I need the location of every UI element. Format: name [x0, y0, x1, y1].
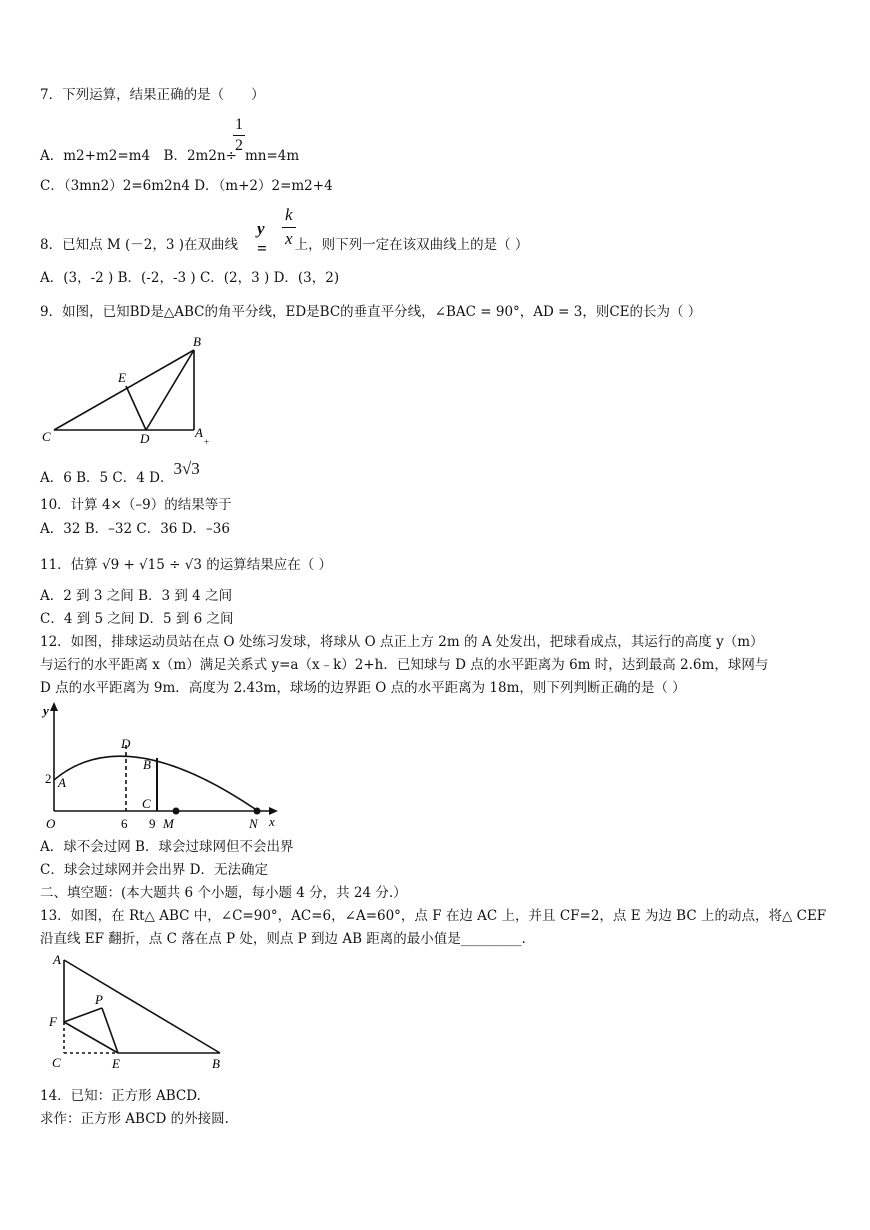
q11-options-cd: C．4 到 5 之间 D．5 到 6 之间: [40, 611, 234, 627]
q7-opt-ab-a: A．m2+m2=m4 B．2m2n÷: [40, 148, 237, 164]
q9-label-a: A: [195, 425, 203, 440]
q8-formula-den: x: [285, 229, 293, 248]
q12-label-o: O: [46, 816, 56, 831]
q11-options-ab: A．2 到 3 之间 B．3 到 4 之间: [40, 588, 233, 604]
q12-label-y: y: [43, 703, 49, 718]
q13-line1: 13．如图，在 Rt△ ABC 中，∠C=90°，AC=6，∠A=60°，点 F 在边 AC 上，并且 CF=2，点 E 为边 BC 上的动点，将△ CEF: [40, 908, 827, 924]
q12-label-b: B: [143, 757, 151, 772]
q13-line2: 沿直线 EF 翻折，点 C 落在点 P 处，则点 P 到边 AB 距离的最小值是_________.: [40, 931, 526, 947]
q12-options-ab: A．球不会过网 B．球会过球网但不会出界: [40, 839, 294, 855]
q13-triangle-figure: [40, 950, 230, 1075]
section-2-heading: 二、填空题：(本大题共 6 个小题，每小题 4 分，共 24 分.）: [40, 885, 407, 901]
q13-label-e: E: [112, 1056, 120, 1071]
q13-label-f: F: [49, 1014, 57, 1029]
q12-line3: D 点的水平距离为 9m．高度为 2.43m，球场的边界距 O 点的水平距离为 18m，则下列判断正确的是（ ）: [40, 680, 686, 696]
q12-label-d: D: [121, 736, 131, 751]
q9-label-c: C: [42, 429, 51, 444]
q7-stem: 7．下列运算，结果正确的是（ ）: [40, 87, 265, 103]
q12-label-9: 9: [149, 816, 156, 831]
q7-options-ab: [40, 147, 299, 165]
q9-label-b: B: [193, 334, 201, 349]
q12-label-a: A: [58, 775, 66, 790]
q9-triangle-figure: [40, 330, 220, 448]
q12-label-2: 2: [45, 771, 52, 786]
q10-stem: 10．计算 4×（–9）的结果等于: [40, 497, 232, 513]
q11-stem: 11．估算 √9 + √15 ÷ √3 的运算结果应在（ ）: [40, 557, 333, 573]
q12-volleyball-figure: [40, 700, 285, 835]
q7-opt-ab-b: mn=4m: [244, 148, 300, 164]
q9-label-d: D: [140, 431, 150, 446]
q9-label-e: E: [118, 370, 126, 385]
q13-label-c: C: [52, 1055, 61, 1070]
q13-label-b: B: [212, 1056, 220, 1071]
q9-stem: 9．如图，已知BD是△ABC的角平分线，ED是BC的垂直平分线，∠BAC = 90°，AD = 3，则CE的长为（ ）: [40, 304, 702, 320]
q8-formula-num: k: [285, 205, 293, 224]
q7-options-cd: C．（3mn2）2=6m2n4 D．（m+2）2=m2+4: [40, 178, 333, 194]
q8-stem-a: 8．已知点 M (－2，3 )在双曲线: [40, 237, 238, 253]
q12-options-cd: C．球会过球网并会出界 D．无法确定: [40, 862, 268, 878]
q7-frac-den: 2: [235, 137, 243, 154]
q8-formula-lhs: y =: [257, 219, 267, 258]
q9-options: [40, 459, 200, 487]
q14-line1: 14．已知：正方形 ABCD.: [40, 1088, 201, 1104]
q8-options: A．(3，-2 ) B．(-2，-3 ) C．(2，3 ) D．(3，2): [40, 270, 340, 286]
q12-line1: 12．如图，排球运动员站在点 O 处练习发球，将球从 O 点正上方 2m 的 A 处发出，把球看成点，其运行的高度 y（m）: [40, 634, 764, 650]
q9-options-abc: A．6 B．5 C．4 D．: [40, 470, 174, 486]
q12-label-m: M: [163, 816, 174, 831]
q13-label-p: P: [95, 992, 103, 1007]
q7-frac-num: 1: [235, 116, 243, 133]
q10-options: A．32 B．–32 C．36 D．–36: [40, 521, 230, 537]
q13-label-a: A: [53, 952, 61, 967]
q12-label-n: N: [249, 816, 258, 831]
q14-line2: 求作：正方形 ABCD 的外接圆.: [40, 1111, 229, 1127]
q8-stem-b: 上，则下列一定在该双曲线上的是（ ）: [294, 237, 529, 253]
q9-option-d-value: 3√3: [173, 459, 200, 478]
q12-label-x: x: [269, 814, 275, 829]
q9-plus-mark: +: [204, 437, 210, 447]
q12-label-c: C: [142, 796, 151, 811]
q12-line2: 与运行的水平距离 x（m）满足关系式 y=a（x﹣k）2+h．已知球与 D 点的水平距离为 6m 时，达到最高 2.6m，球网与: [40, 657, 769, 673]
q12-label-6: 6: [121, 816, 128, 831]
